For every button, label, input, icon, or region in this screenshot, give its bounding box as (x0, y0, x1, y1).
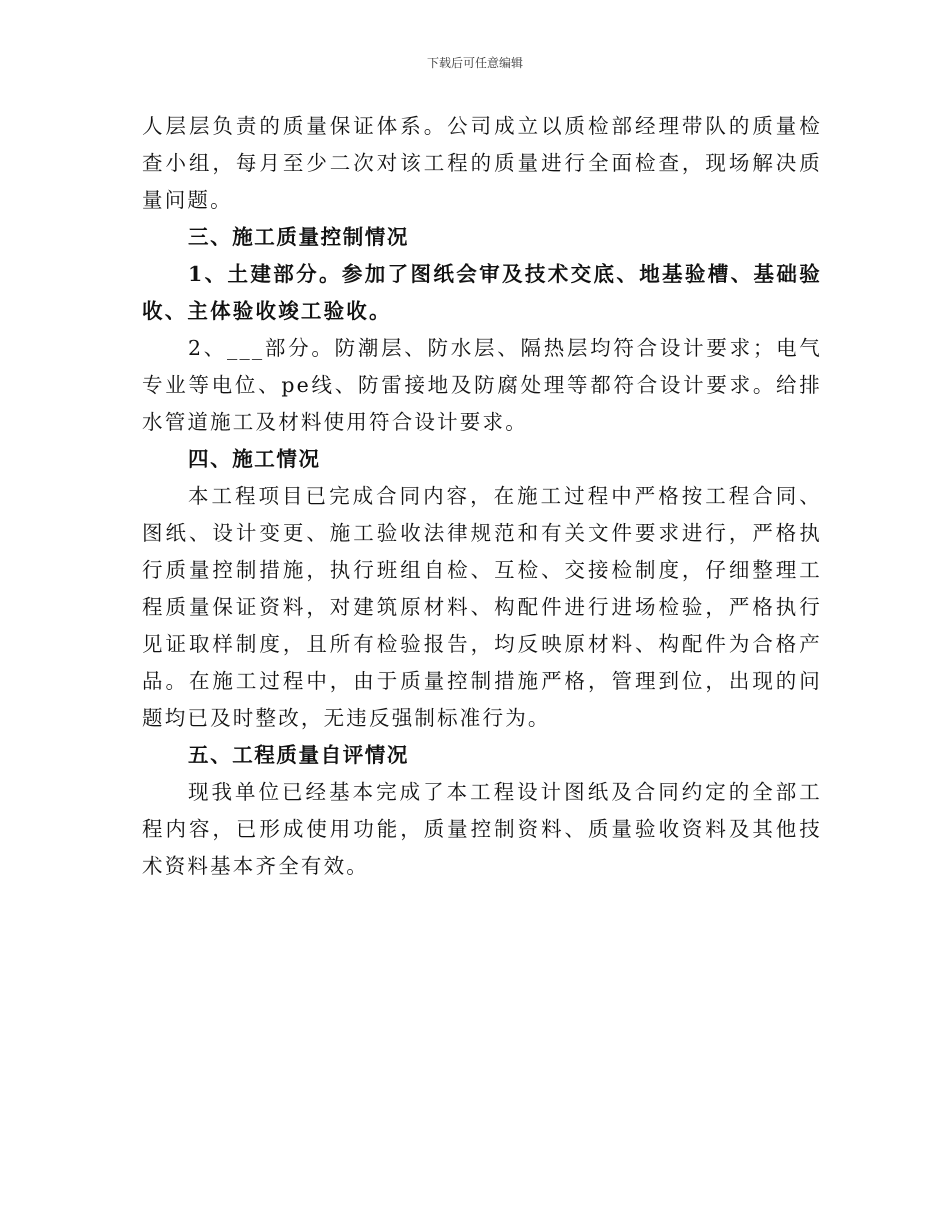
section-heading-3: 三、施工质量控制情况 (188, 225, 409, 249)
document-body (142, 108, 822, 885)
paragraph-self-assessment: 现我单位已经基本完成了本工程设计图纸及合同约定的全部工程内容，已形成使用功能，质量控制资料、质量验收资料及其他技术资料基本齐全有效。 (142, 780, 822, 878)
paragraph-construction: 本工程项目已完成合同内容，在施工过程中严格按工程合同、图纸、设计变更、施工验收法律规范和有关文件要求进行，严格执行质量控制措施，执行班组自检、互检、交接检制度，仔细整理工程质量保证资料，对建筑原材料、构配件进行进场检验，严格执行见证取样制度，且所有检验报告，均反映原材料、构配件为合格产品。在施工过程中，由于质量控制措施严格，管理到位，出现的问题均已及时整改，无违反强制标准行为。 (142, 484, 822, 730)
paragraph-installation: 2、___部分。防潮层、防水层、隔热层均符合设计要求；电气专业等电位、pe线、防雷接地及防腐处理等都符合设计要求。给排水管道施工及材料使用符合设计要求。 (142, 336, 822, 434)
paragraph-civil-works: 1、土建部分。参加了图纸会审及技术交底、地基验槽、基础验收、主体验收竣工验收。 (142, 262, 822, 323)
paragraph-quality-system: 人层层负责的质量保证体系。公司成立以质检部经理带队的质量检查小组，每月至少二次对该工程的质量进行全面检查，现场解决质量问题。 (142, 114, 822, 212)
page-header-note: 下载后可任意编辑 (426, 56, 523, 70)
section-heading-5: 五、工程质量自评情况 (188, 743, 409, 767)
section-heading-4: 四、施工情况 (188, 447, 321, 471)
